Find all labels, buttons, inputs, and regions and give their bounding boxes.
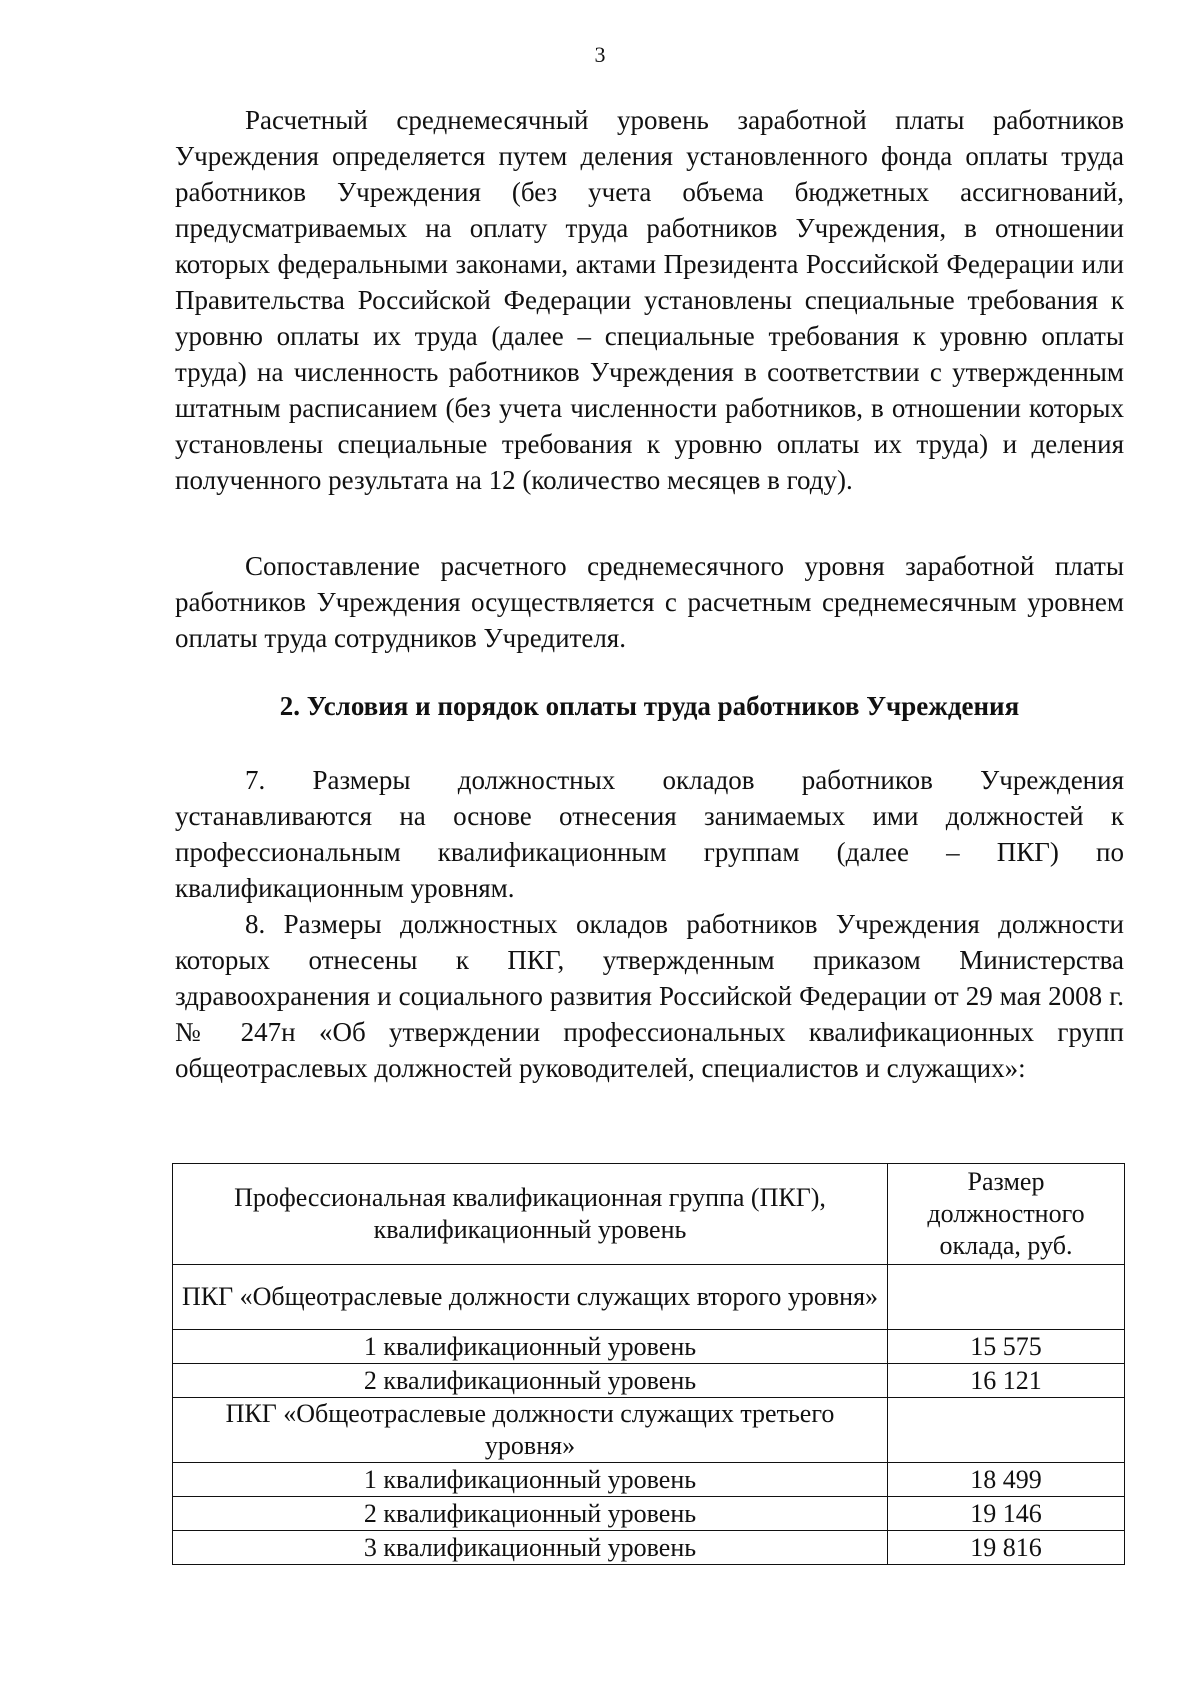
- level-name: 1 квалификационный уровень: [173, 1463, 888, 1497]
- salary-table: [172, 1163, 1125, 1565]
- paragraph-block: [175, 762, 1124, 1086]
- level-name: 1 квалификационный уровень: [173, 1330, 888, 1364]
- table-row: [173, 1330, 1125, 1364]
- paragraph-block: [175, 548, 1124, 656]
- section-heading: 2. Условия и порядок оплаты труда работников Учреждения: [279, 691, 1020, 721]
- level-salary: 16 121: [888, 1364, 1125, 1398]
- table-row: [173, 1531, 1125, 1565]
- table-row: [173, 1497, 1125, 1531]
- paragraph-item-8: 8. Размеры должностных окладов работников Учреждения должности которых отнесены к ПКГ, утвержденным приказом Министерства здравоохранения и социального развития Российской Федерации от 29 мая 2008 г. № 247н «Об утверждении профессиональных квалификационных групп общеотраслевых должностей руководителей, специалистов и служащих»:: [175, 909, 1124, 1083]
- table-group-row: [173, 1265, 1125, 1330]
- table-row: [173, 1364, 1125, 1398]
- table-header-group: Профессиональная квалификационная группа (ПКГ), квалификационный уровень: [173, 1164, 888, 1265]
- page-number: 3: [594, 42, 606, 67]
- group-salary-empty: [888, 1265, 1125, 1330]
- paragraph-salary-comparison: Сопоставление расчетного среднемесячного уровня заработной платы работников Учреждения осуществляется с расчетным среднемесячным уровнем оплаты труда сотрудников Учредителя.: [175, 551, 1124, 653]
- group-title: ПКГ «Общеотраслевые должности служащих третьего уровня»: [173, 1398, 888, 1463]
- level-name: 2 квалификационный уровень: [173, 1364, 888, 1398]
- level-name: 3 квалификационный уровень: [173, 1531, 888, 1565]
- table-header-salary: Размер должностного оклада, руб.: [888, 1164, 1125, 1265]
- group-title: ПКГ «Общеотраслевые должности служащих второго уровня»: [173, 1265, 888, 1330]
- group-salary-empty: [888, 1398, 1125, 1463]
- level-salary: 19 146: [888, 1497, 1125, 1531]
- level-salary: 15 575: [888, 1330, 1125, 1364]
- table-header-row: [173, 1164, 1125, 1265]
- paragraph-salary-calculation: Расчетный среднемесячный уровень заработной платы работников Учреждения определяется путем деления установленного фонда оплаты труда работников Учреждения (без учета объема бюджетных ассигнований, предусматриваемых на оплату труда работников Учреждения, в отношении которых федеральными законами, актами Президента Российской Федерации или Правительства Российской Федерации установлены специальные требования к уровню оплаты их труда (далее – специальные требования к уровню оплаты труда) на численность работников Учреждения в соответствии с утвержденным штатным расписанием (без учета численности работников, в отношении которых установлены специальные требования к уровню оплаты их труда) и деления полученного результата на 12 (количество месяцев в году).: [175, 105, 1124, 495]
- level-salary: 18 499: [888, 1463, 1125, 1497]
- table-row: [173, 1463, 1125, 1497]
- level-name: 2 квалификационный уровень: [173, 1497, 888, 1531]
- level-salary: 19 816: [888, 1531, 1125, 1565]
- paragraph-item-7: 7. Размеры должностных окладов работников Учреждения устанавливаются на основе отнесения занимаемых ими должностей к профессиональным квалификационным группам (далее – ПКГ) по квалификационным уровням.: [175, 765, 1124, 903]
- table-group-row: [173, 1398, 1125, 1463]
- paragraph-block: [175, 102, 1124, 498]
